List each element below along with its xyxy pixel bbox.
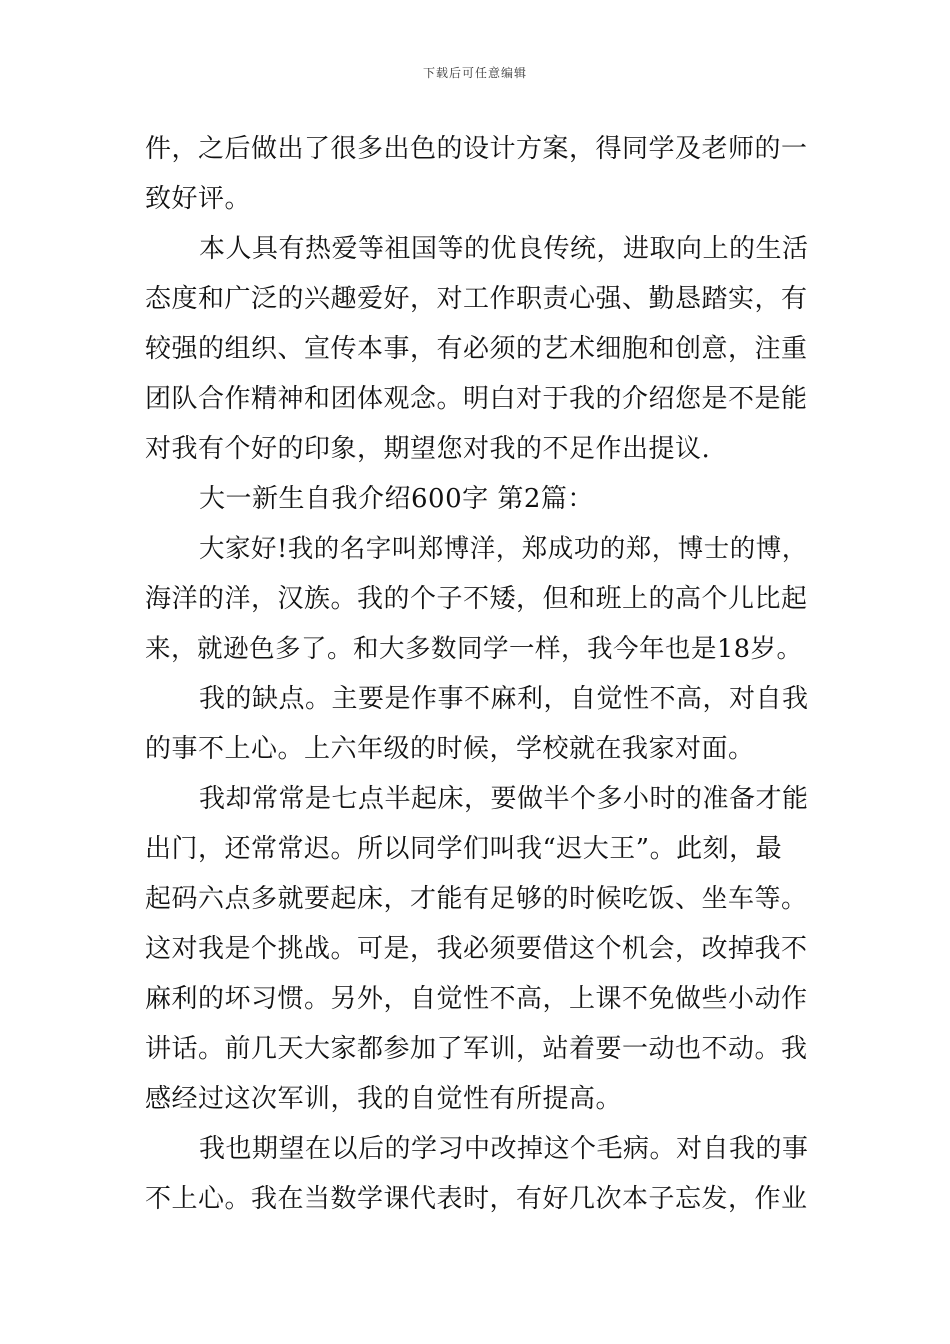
text-line: 大家好!我的名字叫郑博洋，郑成功的郑，博士的博， xyxy=(199,534,808,564)
text-line: 致好评。 xyxy=(145,184,252,214)
text-line: 感经过这次军训，我的自觉性有所提高。 xyxy=(145,1084,623,1114)
text-line: 对我有个好的印象，期望您对我的不足作出提议. xyxy=(145,434,711,464)
text-line: 团队合作精神和团体观念。明白对于我的介绍您是不是能 xyxy=(145,384,808,414)
text-line: 讲话。前几天大家都参加了军训，站着要一动也不动。我 xyxy=(145,1034,808,1064)
text-line: 大一新生自我介绍600字 第2篇： xyxy=(199,484,594,514)
page-header: 下载后可任意编辑 xyxy=(422,66,527,80)
text-line: 我也期望在以后的学习中改掉这个毛病。对自我的事 xyxy=(199,1134,809,1164)
text-line: 较强的组织、宣传本事，有必须的艺术细胞和创意，注重 xyxy=(145,334,808,364)
text-line: 不上心。我在当数学课代表时，有好几次本子忘发，作业 xyxy=(145,1184,808,1214)
text-line: 麻利的坏习惯。另外，自觉性不高，上课不免做些小动作 xyxy=(145,984,808,1014)
text-line: 件，之后做出了很多出色的设计方案，得同学及老师的一 xyxy=(145,134,808,164)
text-line: 来，就逊色多了。和大多数同学一样，我今年也是18岁。 xyxy=(145,634,803,664)
text-line: 本人具有热爱等祖国等的优良传统，进取向上的生活 xyxy=(199,234,809,264)
text-line: 态度和广泛的兴趣爱好，对工作职责心强、勤恳踏实，有 xyxy=(145,284,808,314)
text-line: 的事不上心。上六年级的时候，学校就在我家对面。 xyxy=(145,734,755,764)
text-line: 我却常常是七点半起床，要做半个多小时的准备才能 xyxy=(199,784,809,814)
text-line: 出门，还常常迟。所以同学们叫我“迟大王”。此刻，最 xyxy=(145,834,783,864)
text-line: 这对我是个挑战。可是，我必须要借这个机会，改掉我不 xyxy=(145,934,808,964)
text-line: 我的缺点。主要是作事不麻利，自觉性不高，对自我 xyxy=(199,684,809,714)
text-line: 海洋的洋，汉族。我的个子不矮，但和班上的高个儿比起 xyxy=(145,584,808,614)
document-body xyxy=(145,124,809,1224)
text-line: 起码六点多就要起床，才能有足够的时候吃饭、坐车等。 xyxy=(145,884,808,914)
